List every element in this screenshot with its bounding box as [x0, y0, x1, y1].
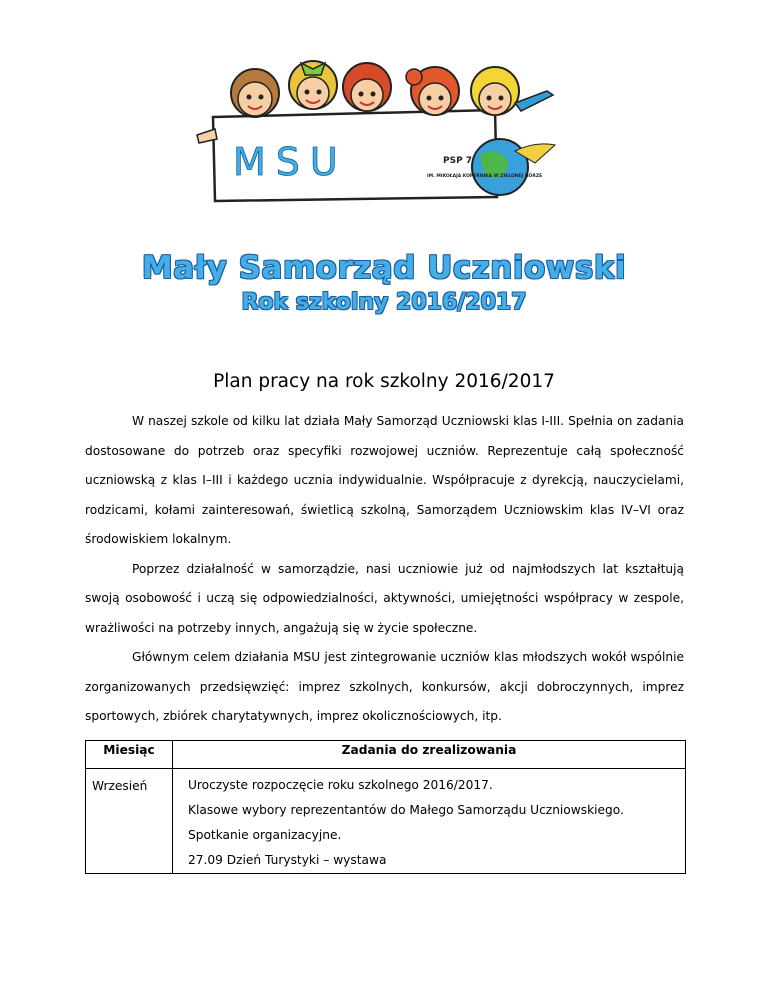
paragraph: Poprzez działalność w samorządzie, nasi uczniowie już od najmłodszych lat kształtują swoją osobowość i uczą się odpowiedzialności, aktywności, umiejętności współpracy w zespole, wrażliwości na potrzeby innych, angażują się w życie społeczne. [85, 561, 684, 635]
paragraph: Głównym celem działania MSU jest zintegrowanie uczniów klas młodszych wokół wspólnie zorganizowanych przedsięwzięć: imprez szkolnych, konkursów, akcji dobroczynnych, imprez sportowych, zbiórek charytatywnych, imprez okolicznościowych, itp. [85, 650, 684, 723]
month-cell: Wrzesień [86, 769, 173, 874]
task-item: Uroczyste rozpoczęcie roku szkolnego 2016/2017. [188, 778, 493, 792]
tasks-cell [173, 769, 686, 874]
table-header-row [86, 741, 686, 769]
paragraph: W naszej szkole od kilku lat działa Mały Samorząd Uczniowski klas I-III. Spełnia on zadania dostosowane do potrzeb oraz specyfiki rozwojowej uczniów. Reprezentuje całą społeczność uczniowską z klas I–III i każdego ucznia indywidualnie. Współpracuje z dyrekcją, nauczycielami, rodzicami, kołami zainteresowań, świetlicą szkolną, Samorządem Uczniowskim klas IV–VI oraz środowiskiem lokalnym. [85, 414, 684, 546]
tasks-table [85, 740, 686, 874]
task-item: 27.09 Dzień Turystyki – wystawa [188, 853, 387, 867]
kid-5-icon [471, 67, 553, 115]
svg-text:PSP 7: PSP 7 [443, 156, 473, 166]
task-item: Spotkanie organizacyjne. [188, 828, 342, 842]
table-row [86, 769, 686, 874]
svg-text:IM. MIKOŁAJA KOPERNIKA W ZIELO: IM. MIKOŁAJA KOPERNIKA W ZIELONEJ GÓRZE [427, 174, 543, 179]
globe-icon [472, 139, 555, 195]
msu-logo [195, 55, 575, 205]
intro-text [85, 407, 684, 732]
plan-heading: Plan pracy na rok szkolny 2016/2017 [213, 371, 555, 392]
kid-2-icon [289, 61, 337, 109]
header-tasks: Zadania do zrealizowania [173, 741, 686, 769]
main-title: Mały Samorząd Uczniowski [141, 250, 627, 286]
subtitle: Rok szkolny 2016/2017 [241, 290, 527, 315]
kid-4-icon [406, 67, 459, 115]
header-month: Miesiąc [86, 741, 173, 769]
task-item: Klasowe wybory reprezentantów do Małego Samorządu Uczniowskiego. [188, 803, 624, 817]
kid-3-icon [343, 63, 391, 111]
kid-1-icon [231, 69, 279, 117]
svg-text:MSU: MSU [233, 140, 348, 184]
